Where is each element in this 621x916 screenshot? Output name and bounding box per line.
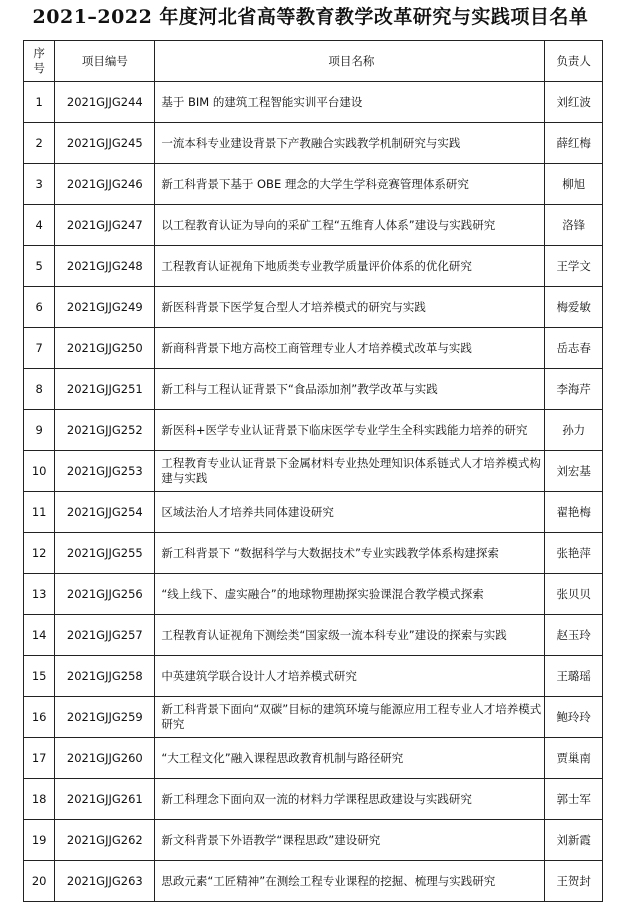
- cell-code: 2021GJJG254: [55, 492, 155, 533]
- cell-code: 2021GJJG247: [55, 205, 155, 246]
- cell-seq: 11: [24, 492, 55, 533]
- cell-name: 一流本科专业建设背景下产教融合实践教学机制研究与实践: [155, 123, 545, 164]
- cell-leader: 洛锋: [545, 205, 603, 246]
- cell-name: 思政元素“工匠精神”在测绘工程专业课程的挖掘、梳理与实践研究: [155, 861, 545, 902]
- cell-seq: 14: [24, 615, 55, 656]
- cell-leader: 柳旭: [545, 164, 603, 205]
- cell-name: 新工科背景下 “数据科学与大数据技术”专业实践教学体系构建探索: [155, 533, 545, 574]
- table-row: [24, 164, 603, 205]
- table-row: [24, 410, 603, 451]
- cell-leader: 张贝贝: [545, 574, 603, 615]
- cell-seq: 4: [24, 205, 55, 246]
- cell-code: 2021GJJG253: [55, 451, 155, 492]
- cell-leader: 鲍玲玲: [545, 697, 603, 738]
- cell-name: 新工科背景下面向“双碳”目标的建筑环境与能源应用工程专业人才培养模式研究: [155, 697, 545, 738]
- cell-name: 新医科+医学专业认证背景下临床医学专业学生全科实践能力培养的研究: [155, 410, 545, 451]
- table-row: [24, 656, 603, 697]
- table-header-row: [24, 41, 603, 82]
- cell-seq: 1: [24, 82, 55, 123]
- cell-name: 工程教育专业认证背景下金属材料专业热处理知识体系链式人才培养模式构建与实践: [155, 451, 545, 492]
- cell-leader: 王学文: [545, 246, 603, 287]
- header-name: 项目名称: [155, 41, 545, 82]
- cell-leader: 郭士军: [545, 779, 603, 820]
- table-row: [24, 82, 603, 123]
- cell-seq: 17: [24, 738, 55, 779]
- table-row: [24, 451, 603, 492]
- cell-name: 工程教育认证视角下地质类专业教学质量评价体系的优化研究: [155, 246, 545, 287]
- cell-leader: 刘红波: [545, 82, 603, 123]
- cell-code: 2021GJJG249: [55, 287, 155, 328]
- cell-seq: 15: [24, 656, 55, 697]
- cell-code: 2021GJJG257: [55, 615, 155, 656]
- cell-leader: 王璐瑶: [545, 656, 603, 697]
- cell-leader: 薛红梅: [545, 123, 603, 164]
- cell-name: 新商科背景下地方高校工商管理专业人才培养模式改革与实践: [155, 328, 545, 369]
- page-title: 2021–2022 年度河北省高等教育教学改革研究与实践项目名单: [32, 6, 589, 28]
- cell-name: 基于 BIM 的建筑工程智能实训平台建设: [155, 82, 545, 123]
- table-row: [24, 205, 603, 246]
- cell-leader: 翟艳梅: [545, 492, 603, 533]
- cell-code: 2021GJJG245: [55, 123, 155, 164]
- cell-seq: 8: [24, 369, 55, 410]
- cell-name: 新工科理念下面向双一流的材料力学课程思政建设与实践研究: [155, 779, 545, 820]
- table-row: [24, 779, 603, 820]
- cell-leader: 王贺封: [545, 861, 603, 902]
- cell-name: 中英建筑学联合设计人才培养模式研究: [155, 656, 545, 697]
- table-row: [24, 246, 603, 287]
- cell-name: 新医科背景下医学复合型人才培养模式的研究与实践: [155, 287, 545, 328]
- table-row: [24, 123, 603, 164]
- header-code: 项目编号: [55, 41, 155, 82]
- cell-seq: 19: [24, 820, 55, 861]
- cell-seq: 3: [24, 164, 55, 205]
- cell-name: “线上线下、虚实融合”的地球物理勘探实验课混合教学模式探索: [155, 574, 545, 615]
- cell-code: 2021GJJG256: [55, 574, 155, 615]
- header-seq: 序 号: [24, 41, 55, 82]
- cell-seq: 18: [24, 779, 55, 820]
- cell-name: “大工程文化”融入课程思政教育机制与路径研究: [155, 738, 545, 779]
- cell-name: 区域法治人才培养共同体建设研究: [155, 492, 545, 533]
- cell-code: 2021GJJG259: [55, 697, 155, 738]
- cell-code: 2021GJJG260: [55, 738, 155, 779]
- cell-seq: 20: [24, 861, 55, 902]
- cell-leader: 岳志春: [545, 328, 603, 369]
- cell-code: 2021GJJG258: [55, 656, 155, 697]
- table-row: [24, 738, 603, 779]
- cell-code: 2021GJJG244: [55, 82, 155, 123]
- cell-code: 2021GJJG262: [55, 820, 155, 861]
- cell-code: 2021GJJG251: [55, 369, 155, 410]
- cell-seq: 2: [24, 123, 55, 164]
- cell-leader: 贾巢南: [545, 738, 603, 779]
- cell-leader: 刘宏基: [545, 451, 603, 492]
- cell-leader: 赵玉玲: [545, 615, 603, 656]
- cell-code: 2021GJJG261: [55, 779, 155, 820]
- cell-code: 2021GJJG246: [55, 164, 155, 205]
- table-row: [24, 615, 603, 656]
- table-row: [24, 328, 603, 369]
- project-table: [23, 40, 603, 902]
- table-row: [24, 492, 603, 533]
- table-row: [24, 574, 603, 615]
- cell-name: 新工科与工程认证背景下“食品添加剂”教学改革与实践: [155, 369, 545, 410]
- cell-seq: 16: [24, 697, 55, 738]
- cell-code: 2021GJJG263: [55, 861, 155, 902]
- table-row: [24, 820, 603, 861]
- cell-seq: 6: [24, 287, 55, 328]
- cell-seq: 10: [24, 451, 55, 492]
- cell-code: 2021GJJG255: [55, 533, 155, 574]
- cell-name: 新工科背景下基于 OBE 理念的大学生学科竞赛管理体系研究: [155, 164, 545, 205]
- cell-name: 新文科背景下外语教学“课程思政”建设研究: [155, 820, 545, 861]
- table-row: [24, 287, 603, 328]
- cell-seq: 5: [24, 246, 55, 287]
- cell-name: 工程教育认证视角下测绘类“国家级一流本科专业”建设的探索与实践: [155, 615, 545, 656]
- table-row: [24, 697, 603, 738]
- cell-code: 2021GJJG252: [55, 410, 155, 451]
- cell-seq: 13: [24, 574, 55, 615]
- table-row: [24, 861, 603, 902]
- table-row: [24, 533, 603, 574]
- cell-seq: 7: [24, 328, 55, 369]
- cell-leader: 李海芹: [545, 369, 603, 410]
- cell-leader: 张艳萍: [545, 533, 603, 574]
- cell-leader: 梅爱敏: [545, 287, 603, 328]
- header-leader: 负责人: [545, 41, 603, 82]
- cell-seq: 12: [24, 533, 55, 574]
- cell-leader: 刘新霞: [545, 820, 603, 861]
- table-row: [24, 369, 603, 410]
- cell-code: 2021GJJG248: [55, 246, 155, 287]
- cell-name: 以工程教育认证为导向的采矿工程“五维育人体系”建设与实践研究: [155, 205, 545, 246]
- cell-code: 2021GJJG250: [55, 328, 155, 369]
- cell-seq: 9: [24, 410, 55, 451]
- cell-leader: 孙力: [545, 410, 603, 451]
